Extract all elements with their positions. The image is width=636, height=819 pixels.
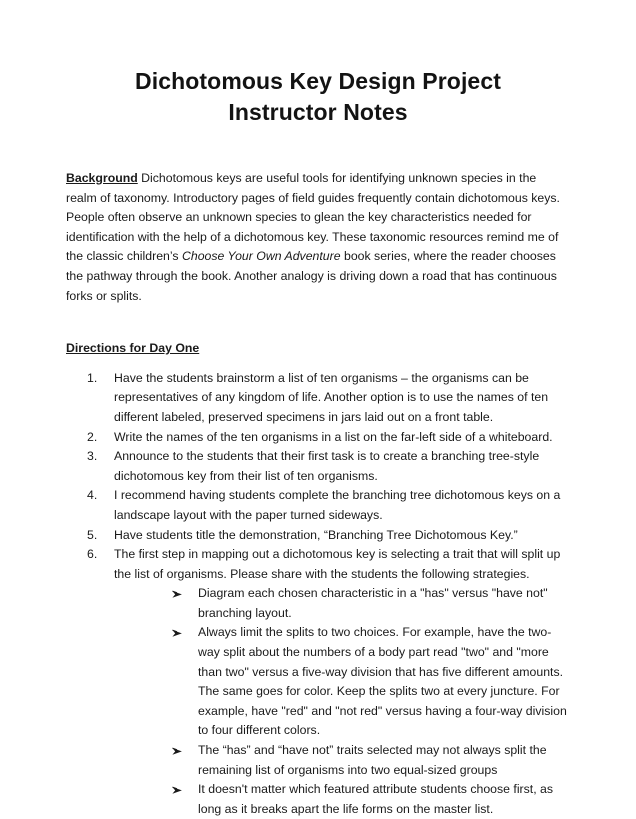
- title-line-2: Instructor Notes: [228, 99, 408, 125]
- list-item: [158, 623, 570, 741]
- background-text-part2: book series, where the reader chooses the pathway through the book. Another analogy is driving down a road that has continuous forks or splits.: [66, 249, 557, 303]
- list-item-number: 6.: [87, 547, 98, 562]
- list-item: [66, 428, 570, 448]
- list-item-number: 4.: [87, 488, 98, 503]
- list-item-text: Have the students brainstorm a list of ten organisms – the organisms can be representatives of any kingdom of life. Another option is to use the names of ten different labeled, preserved specimens in jars laid out on a front table.: [114, 370, 549, 424]
- arrow-bullet-icon: [172, 780, 183, 795]
- list-item-text: Have students title the demonstration, “Branching Tree Dichotomous Key.”: [114, 527, 518, 542]
- arrow-bullet-icon: [172, 584, 183, 599]
- background-section: [66, 169, 570, 306]
- list-item-text: Always limit the splits to two choices. For example, have the two-way split about the numbers of a body part read "two" and "more than two" versus a five-way division that has five different amounts. The same goes for color. Keep the splits two at every juncture. For example, have "red" and "not red" versus having a four-way division to four different colors.: [198, 625, 567, 738]
- list-item-text: Diagram each chosen characteristic in a "has" versus "have not" branching layout.: [198, 586, 548, 620]
- list-item-text: The first step in mapping out a dichotomous key is selecting a trait that will split up the list of organisms. Please share with the students the following strategies.: [114, 547, 561, 581]
- list-item-number: 1.: [87, 370, 98, 385]
- list-item: [66, 447, 570, 486]
- list-item: [66, 369, 570, 428]
- list-item-text: Write the names of the ten organisms in a list on the far-left side of a whiteboard.: [114, 429, 553, 444]
- background-label: Background: [66, 171, 138, 185]
- list-item-number: 5.: [87, 527, 98, 542]
- book-series-title: Choose Your Own Adventure: [181, 249, 341, 264]
- directions-list: [66, 359, 570, 819]
- arrow-bullet-icon: [172, 623, 183, 638]
- list-item: [158, 741, 570, 780]
- list-item-number: 3.: [87, 449, 98, 464]
- list-item: [66, 545, 570, 819]
- background-paragraph: [66, 169, 570, 306]
- list-item: [66, 486, 570, 525]
- list-item-number: 2.: [87, 429, 98, 444]
- strategies-list: [114, 584, 570, 819]
- list-item: [158, 780, 570, 819]
- list-item: [158, 584, 570, 623]
- list-item-text: The “has” and “have not” traits selected may not always split the remaining list of organisms into two equal-sized groups: [198, 743, 547, 777]
- arrow-bullet-icon: [172, 741, 183, 756]
- title-line-1: Dichotomous Key Design Project: [135, 68, 501, 94]
- list-item-text: I recommend having students complete the branching tree dichotomous keys on a landscape layout with the paper turned sideways.: [114, 488, 561, 522]
- list-item-text: It doesn't matter which featured attribute students choose first, as long as it breaks apart the life forms on the master list.: [198, 782, 554, 816]
- section-heading-directions: Directions for Day One: [66, 341, 200, 356]
- page-title: [66, 0, 570, 128]
- list-item: [66, 526, 570, 546]
- background-text-part1: Dichotomous keys are useful tools for identifying unknown species in the realm of taxonomy. Introductory pages of field guides frequently contain dichotomous keys. People often observe an unknown species to glean the key characteristics needed for identification with the help of a dichotomous key. These taxonomic resources remind me of the classic children’s: [66, 171, 560, 264]
- list-item-text: Announce to the students that their first task is to create a branching tree-style dichotomous key from their list of ten organisms.: [114, 449, 540, 483]
